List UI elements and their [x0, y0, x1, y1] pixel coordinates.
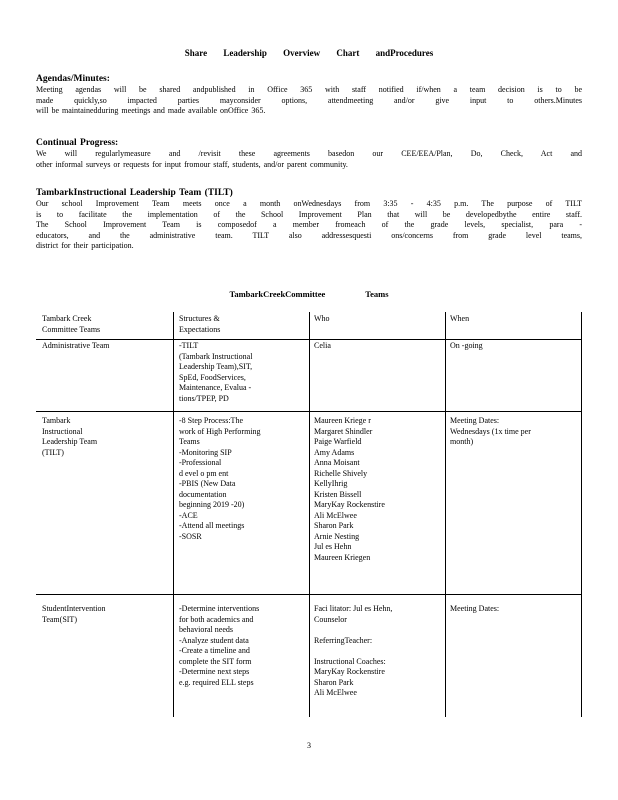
table-cell: Celia: [314, 341, 331, 350]
table-cell: Administrative Team: [42, 341, 110, 350]
document-title: Share Leadership Overview Chart andProcedures: [184, 48, 434, 58]
table-cell: Maureen Kriege r Margaret Shindler Paige Warfield Amy Adams Anna Moisant Richelle Shively KellyIhrig Kristen Bissell MaryKay Rockenstire Ali McElwee Sharon Park Arnie Nesting Jul es Hehn Maureen Kriegen: [314, 416, 385, 562]
agendas-line-2: made quickly,so impacted parties mayconsider options, attendmeeting and/or give input to others.Minutes: [36, 95, 582, 105]
header-structures: Structures & Expectations: [179, 314, 221, 334]
agendas-line-3: will be maintainedduring meetings and made available onOffice 365.: [36, 106, 266, 115]
tilt-line-4: educators, and the administrative team. TILT also addressesquesti ons/concerns from grade level teams,: [36, 230, 582, 240]
tilt-line-2: is to facilitate the implementation of the School Improvement Plan that will be developedbythe entire staff.: [36, 209, 582, 219]
table-cell: -Determine interventions for both academics and behavioral needs -Analyze student data -Create a timeline and complete the SIT form -Determine next steps e.g. required ELL steps: [179, 604, 260, 687]
tilt-section: [36, 187, 582, 252]
agendas-line-1: Meeting agendas will be shared andpublished in Office 365 with staff notified if/when a team decision is to be: [36, 85, 582, 94]
table-right-border: [581, 312, 582, 717]
table-title: TambarkCreekCommittee Teams: [229, 289, 389, 299]
table-cell: StudentIntervention Team(SIT): [42, 604, 106, 624]
table-cell: Tambark Instructional Leadership Team (TILT): [42, 416, 98, 457]
table-cell: On -going: [450, 341, 483, 350]
tilt-line-5: district for their participation.: [36, 241, 134, 250]
agendas-section: [36, 73, 582, 117]
table-cell: -TILT (Tambark Instructional Leadership Team),SIT, SpEd, FoodServices, Maintenance, Evalua - tions/TPEP, PD: [179, 341, 253, 403]
progress-heading: Continual Progress:: [36, 138, 119, 148]
tilt-heading: TambarkInstructional Leadership Team (TILT): [36, 188, 233, 198]
column-divider: [309, 312, 310, 717]
progress-line-2: other informal surveys or requests for input fromour staff, students, and/or parent community.: [36, 159, 348, 169]
agendas-heading: Agendas/Minutes:: [36, 74, 110, 84]
tilt-line-1: Our school Improvement Team meets once a month onWednesdays from 3:35 - 4:35 p.m. The purpose of TILT: [36, 199, 582, 208]
tilt-line-3: The School Improvement Team is composedof a member fromeach of the grade levels, specialist, para -: [36, 220, 582, 229]
table-cell: Faci litator: Jul es Hehn, Counselor ReferringTeacher: Instructional Coaches: MaryKay Rockenstire Sharon Park Ali McElwee: [314, 604, 393, 697]
table-cell: Meeting Dates:: [450, 604, 500, 613]
progress-section: [36, 137, 582, 170]
header-who: Who: [314, 314, 330, 323]
column-divider: [445, 312, 446, 717]
committee-teams-table: [36, 312, 582, 717]
header-committee-teams: Tambark Creek Committee Teams: [42, 314, 101, 334]
page-number: 3: [307, 741, 311, 750]
table-cell: Meeting Dates: Wednesdays (1x time per month): [450, 416, 531, 446]
table-cell: -8 Step Process:The work of High Performing Teams -Monitoring SIP -Professional d evel o pm ent -PBIS (New Data documentation beginning 2019 -20) -ACE -Attend all meetings -SOSR: [179, 416, 261, 541]
column-divider: [173, 312, 174, 717]
header-when: When: [450, 314, 470, 323]
progress-line-1: We will regularlymeasure and /revisit these agreements basedon our CEE/EEA/Plan, Do, Check, Act and: [36, 149, 582, 158]
